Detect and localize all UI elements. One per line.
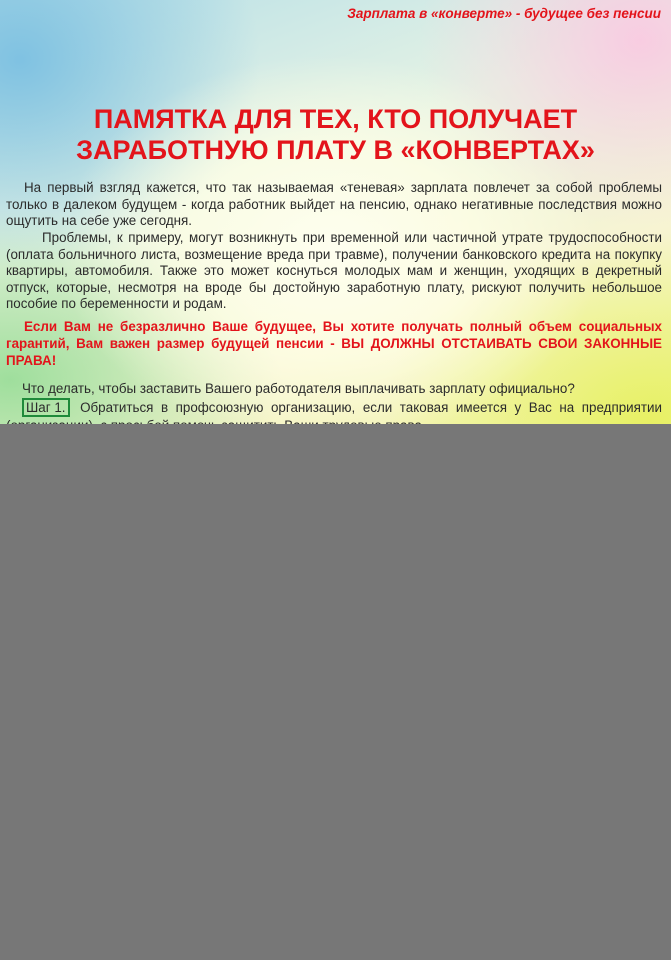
page-title <box>0 104 671 166</box>
step-1-text: Обратиться в профсоюзную организацию, если таковая имеется у Вас на предприятии <box>80 400 662 415</box>
intro-paragraph: На первый взгляд кажется, что так называемая «теневая» зарплата повлечет за собой проблемы только в далеком будущем - когда работник выйдет на пенсию, однако негативные последствия можно ощутить на себе уже сегодня. <box>6 180 662 229</box>
leaflet-poster <box>0 0 671 424</box>
header-tagline: Зарплата в «конверте» - будущее без пенсии <box>347 6 661 21</box>
question-text: Что делать, чтобы заставить Вашего работодателя выплачивать зарплату официально? <box>22 381 575 396</box>
title-line-2: ЗАРАБОТНУЮ ПЛАТУ В «КОНВЕРТАХ» <box>76 135 595 165</box>
problems-paragraph: Проблемы, к примеру, могут возникнуть при временной или частичной утрате трудоспособности (оплата больничного листа, возмещение вреда при травме), получении банковского кредита на покупку квартиры, автомобиля. Также это может коснуться молодых мам и женщин, уходящих в декретный отпуск, которые, несмотря на вроде бы достойную заработную плату, рискуют получить небольшое пособие по беременности и родам. <box>6 230 662 312</box>
gray-overlay <box>0 424 671 960</box>
step-1-label: Шаг 1. <box>22 398 70 417</box>
title-line-1: ПАМЯТКА ДЛЯ ТЕХ, КТО ПОЛУЧАЕТ <box>93 104 578 134</box>
warning-paragraph: Если Вам не безразлично Ваше будущее, Вы хотите получать полный объем социальных гарантий, Вам важен размер будущей пенсии - ВЫ ДОЛЖНЫ ОТСТАИВАТЬ СВОИ ЗАКОННЫЕ ПРАВА! <box>6 319 662 368</box>
